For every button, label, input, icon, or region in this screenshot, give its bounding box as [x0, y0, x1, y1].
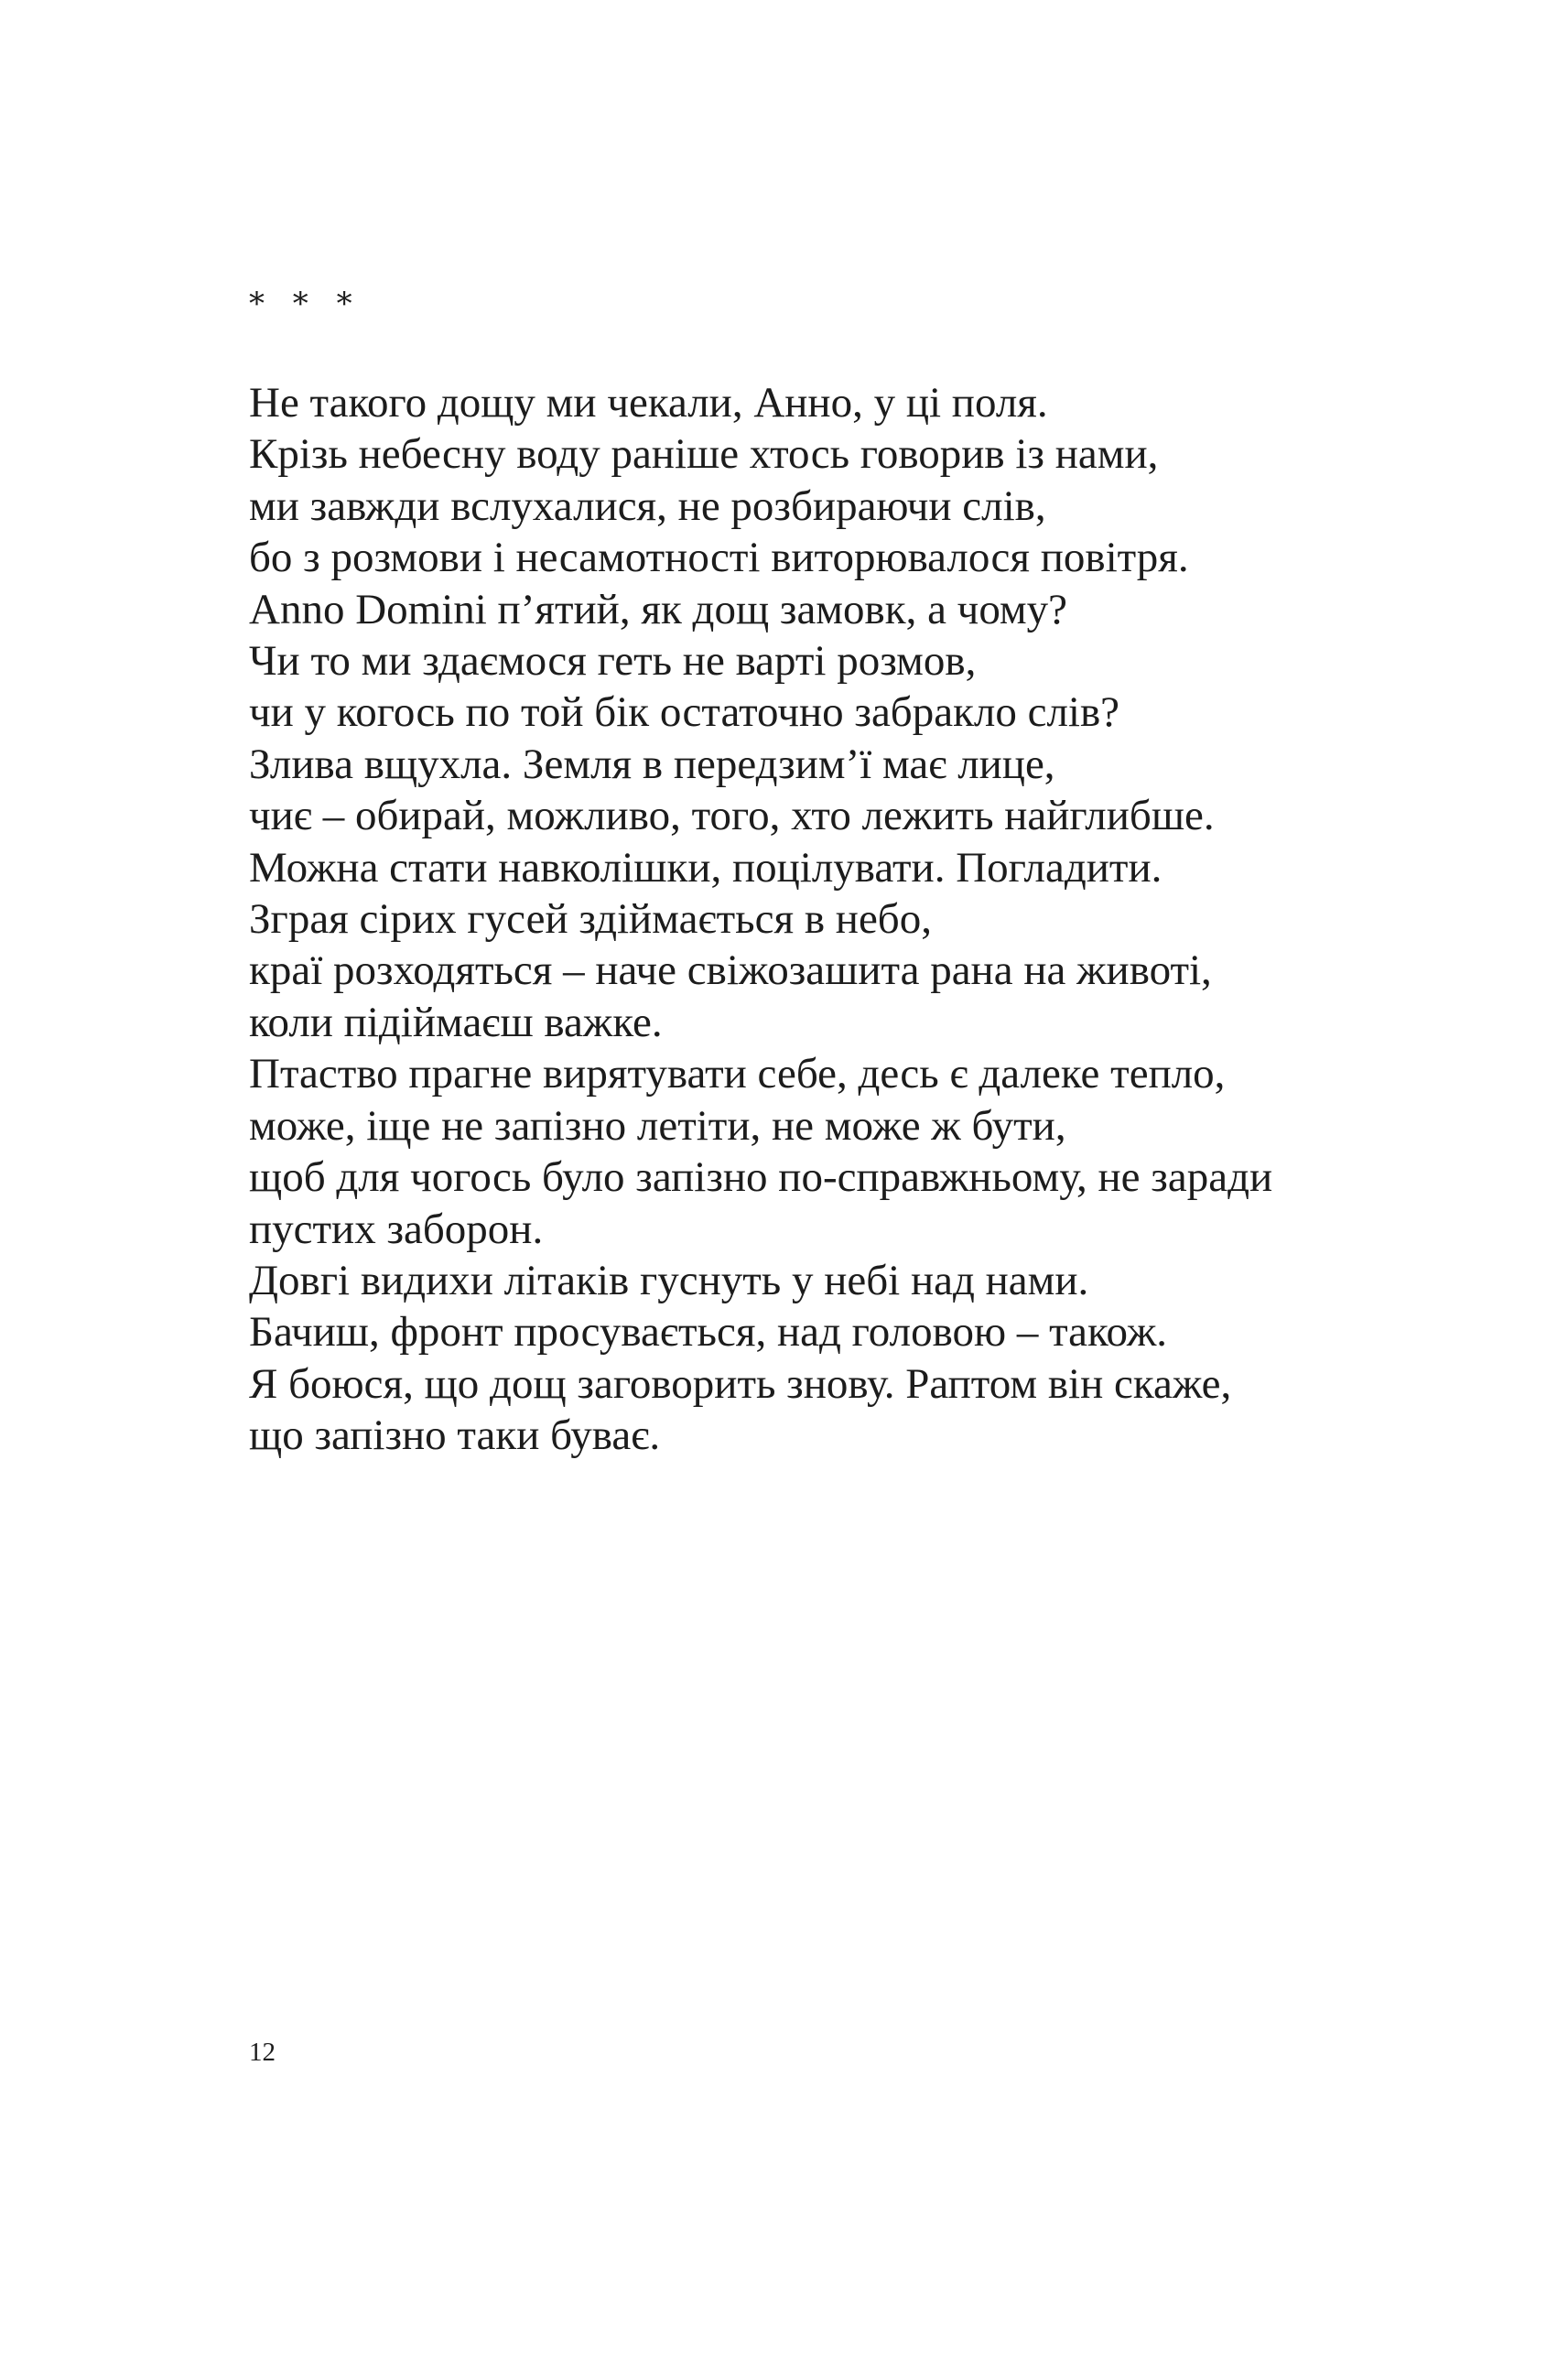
poem-line: Бачиш, фронт просувається, над головою – також.: [249, 1308, 1168, 1357]
poem-line: бо з розмови і несамотності виторювалося повітря.: [249, 534, 1189, 582]
poem-line: що запізно таки буває.: [249, 1411, 661, 1460]
poem-line: чи у когось по той бік остаточно забракло слів?: [249, 688, 1120, 737]
page-number: 12: [249, 2038, 276, 2067]
poem-line: Можна стати навколішки, поцілувати. Погладити.: [249, 843, 1162, 892]
poem-line: коли підіймаєш важке.: [249, 998, 663, 1046]
poem-line: щоб для чогось було запізно по-справжньому, не заради: [249, 1153, 1273, 1202]
poem-line: Птаство прагне вирятувати себе, десь є далеке тепло,: [249, 1050, 1226, 1098]
poem-line: Anno Domini п’ятий, як дощ замовк, а чому?: [249, 585, 1068, 633]
poem-line: Злива вщухла. Земля в передзим’ї має лице,: [249, 740, 1055, 788]
poem-line: пустих заборон.: [249, 1205, 544, 1253]
poem-line: може, іще не запізно летіти, не може ж бути,: [249, 1101, 1066, 1150]
poem-line: Зграя сірих гусей здіймається в небо,: [249, 895, 932, 944]
poem-line: краї розходяться – наче свіжозашита рана на животі,: [249, 946, 1212, 995]
poem-line: Не такого дощу ми чекали, Анно, у ці поля.: [249, 379, 1048, 427]
poem-line: Довгі видихи літаків гуснуть у небі над нами.: [249, 1256, 1089, 1304]
poem-line: Крізь небесну воду раніше хтось говорив із нами,: [249, 430, 1159, 479]
poem-line: ми завжди вслухалися, не розбираючи слів,: [249, 481, 1046, 530]
poem-line: Чи то ми здаємося геть не варті розмов,: [249, 637, 977, 686]
poem: [249, 377, 1366, 1462]
poem-line: Я боюся, що дощ заговорить знову. Раптом він скаже,: [249, 1359, 1232, 1408]
section-ornament: * * *: [249, 286, 362, 322]
poem-line: чиє – обирай, можливо, того, хто лежить найглибше.: [249, 792, 1215, 840]
